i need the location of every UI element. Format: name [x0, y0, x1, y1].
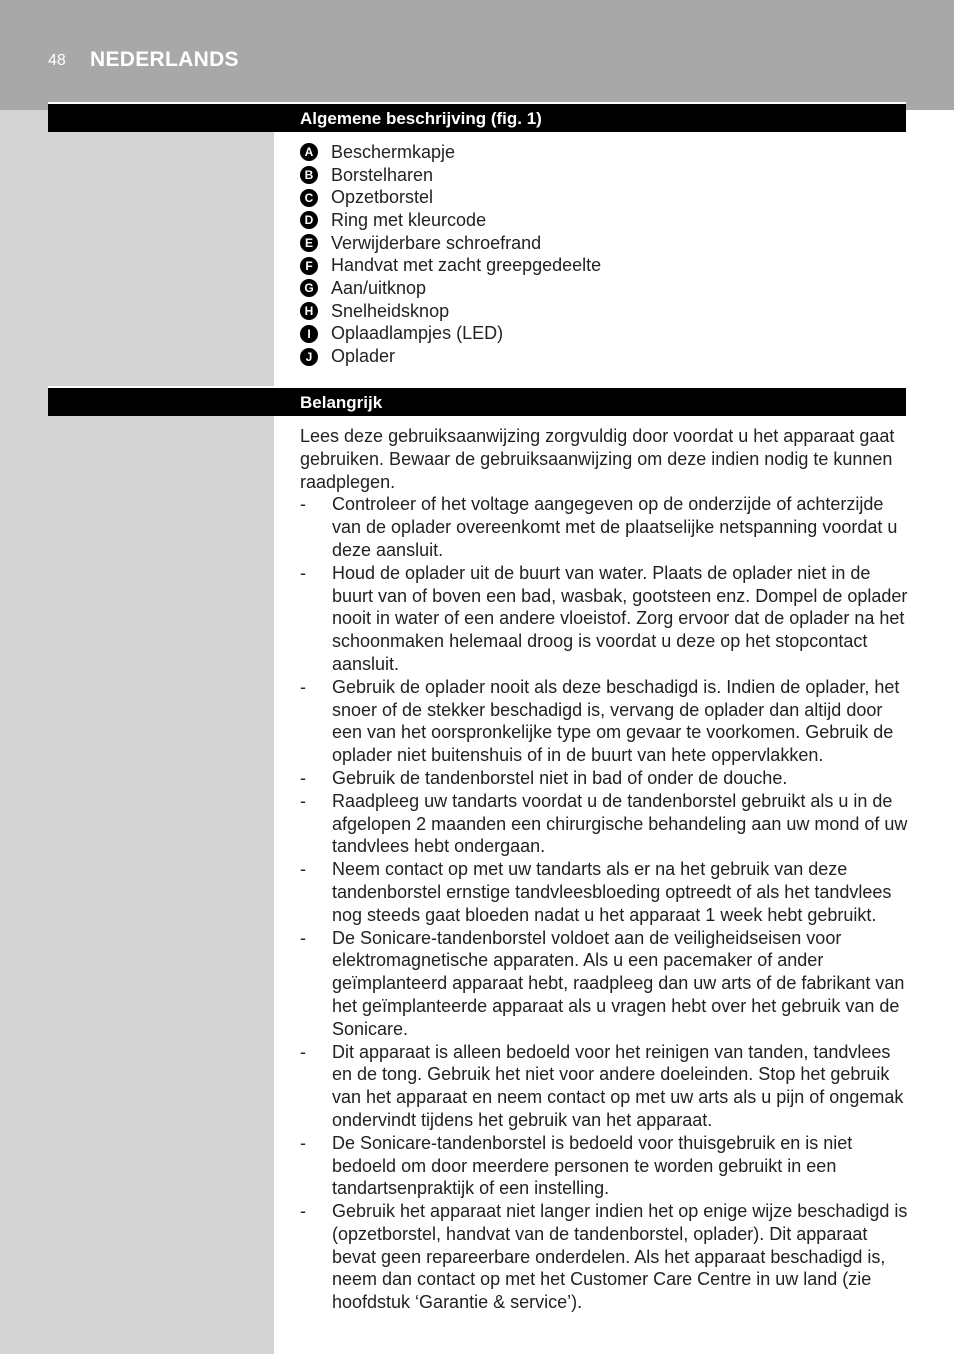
list-item	[300, 676, 910, 767]
list-item	[300, 277, 601, 300]
part-label: Oplader	[331, 346, 396, 367]
list-item	[300, 232, 601, 255]
part-label: Aan/uitknop	[331, 277, 427, 298]
warning-text: Controleer of het voltage aangegeven op de onderzijde of achterzijde van de oplader overeenkomt met de plaatselijke netspanning voordat u deze aansluit.	[332, 494, 898, 560]
letter-badge: I	[300, 325, 318, 343]
list-item	[300, 141, 601, 164]
letter-badge: B	[300, 166, 318, 184]
bullet-dash: -	[300, 767, 306, 788]
warning-text: Gebruik het apparaat niet langer indien het op enige wijze beschadigd is (opzetborstel, handvat van de tandenborstel, oplader). Dit apparaat bevat geen repareerbare onderdelen. Als het apparaat beschadigd is, neem dan contact op met het Customer Care Centre in uw land (zie hoofdstuk ‘Garantie & service’).	[332, 1201, 908, 1313]
warning-text: Houd de oplader uit de buurt van water. Plaats de oplader niet in de buurt van of boven een bad, wasbak, gootsteen enz. Dompel de oplader nooit in water of een andere vloeistof. Zorg ervoor dat de oplader na het schoonmaken helemaal droog is voordat u deze op het stopcontact aansluit.	[332, 562, 908, 674]
list-item	[300, 209, 601, 232]
important-body	[300, 425, 910, 1314]
list-item	[300, 1132, 910, 1200]
page-header	[0, 0, 954, 110]
bullet-dash: -	[300, 790, 306, 811]
bullet-dash: -	[300, 1132, 306, 1153]
part-label: Snelheidsknop	[331, 300, 450, 321]
bullet-dash: -	[300, 1041, 306, 1062]
bullet-dash: -	[300, 676, 306, 697]
part-label: Borstelharen	[331, 164, 434, 185]
warning-list	[300, 493, 910, 1314]
warning-text: Dit apparaat is alleen bedoeld voor het reinigen van tanden, tandvlees en de tong. Gebruik het niet voor andere doeleinden. Stop het gebruik van het apparaat en neem contact op met uw arts als u pijn of ongemak ondervindt tijdens het gebruik van het apparaat.	[332, 1041, 904, 1130]
bullet-dash: -	[300, 562, 306, 583]
list-item	[300, 186, 601, 209]
list-item	[300, 345, 601, 368]
list-item	[300, 1041, 910, 1132]
part-label: Opzetborstel	[331, 187, 434, 208]
warning-text: De Sonicare-tandenborstel is bedoeld voor thuisgebruik en is niet bedoeld om door meerdere personen te worden gebruikt in een tandartsenpraktijk of een instelling.	[332, 1132, 853, 1199]
list-item	[300, 858, 910, 926]
list-item	[300, 323, 601, 346]
bullet-dash: -	[300, 859, 306, 880]
list-item	[300, 493, 910, 561]
letter-badge: G	[300, 279, 318, 297]
section-title: Belangrijk	[300, 393, 383, 412]
left-margin-column	[0, 110, 274, 1354]
warning-text: De Sonicare-tandenborstel voldoet aan de veiligheidseisen voor elektromagnetische apparaten. Als u een pacemaker of ander geïmplanteerd apparaat hebt, raadpleeg dan uw arts of de fabrikant van het geïmplanteerde apparaat als u vragen hebt over het gebruik van de Sonicare.	[332, 927, 905, 1039]
parts-list	[300, 141, 601, 368]
letter-badge: F	[300, 257, 318, 275]
letter-badge: H	[300, 302, 318, 320]
letter-badge: E	[300, 234, 318, 252]
warning-text: Raadpleeg uw tandarts voordat u de tandenborstel gebruikt als u in de afgelopen 2 maanden een chirurgische behandeling aan uw mond of uw tandvlees hebt ondergaan.	[332, 790, 908, 857]
part-label: Oplaadlampjes (LED)	[331, 323, 504, 344]
page-number: 48	[48, 52, 66, 69]
list-item	[300, 164, 601, 187]
part-label: Ring met kleurcode	[331, 209, 487, 230]
list-item	[300, 927, 910, 1041]
list-item	[300, 254, 601, 277]
warning-text: Neem contact op met uw tandarts als er na het gebruik van deze tandenborstel ernstige tandvleesbloeding optreedt of als het tandvlees nog steeds gaat bloeden nadat u het apparaat 1 week hebt gebruikt.	[332, 859, 892, 925]
bullet-dash: -	[300, 927, 306, 948]
bullet-dash: -	[300, 494, 306, 515]
section-header-general	[48, 102, 906, 132]
warning-text: Gebruik de tandenborstel niet in bad of onder de douche.	[332, 767, 788, 788]
list-item	[300, 300, 601, 323]
intro-paragraph: Lees deze gebruiksaanwijzing zorgvuldig door voordat u het apparaat gaat gebruiken. Bewaar de gebruiksaanwijzing om deze indien nodig te kunnen raadplegen.	[300, 426, 895, 492]
section-header-important	[48, 386, 906, 416]
letter-badge: C	[300, 189, 318, 207]
part-label: Verwijderbare schroefrand	[331, 232, 542, 253]
letter-badge: D	[300, 211, 318, 229]
language-title: NEDERLANDS	[90, 48, 239, 71]
warning-text: Gebruik de oplader nooit als deze beschadigd is. Indien de oplader, het snoer of de stekker beschadigd is, vervang de oplader dan altijd door een van het oorspronkelijke type om gevaar te voorkomen. Gebruik de oplader niet buitenshuis of in de buurt van hete oppervlakken.	[332, 676, 900, 766]
list-item	[300, 767, 910, 790]
list-item	[300, 790, 910, 858]
list-item	[300, 1200, 910, 1314]
part-label: Handvat met zacht greepgedeelte	[331, 255, 602, 276]
letter-badge: J	[300, 348, 318, 366]
section-title: Algemene beschrijving (fig. 1)	[300, 109, 542, 128]
letter-badge: A	[300, 143, 318, 161]
bullet-dash: -	[300, 1201, 306, 1222]
part-label: Beschermkapje	[331, 141, 456, 162]
list-item	[300, 562, 910, 676]
